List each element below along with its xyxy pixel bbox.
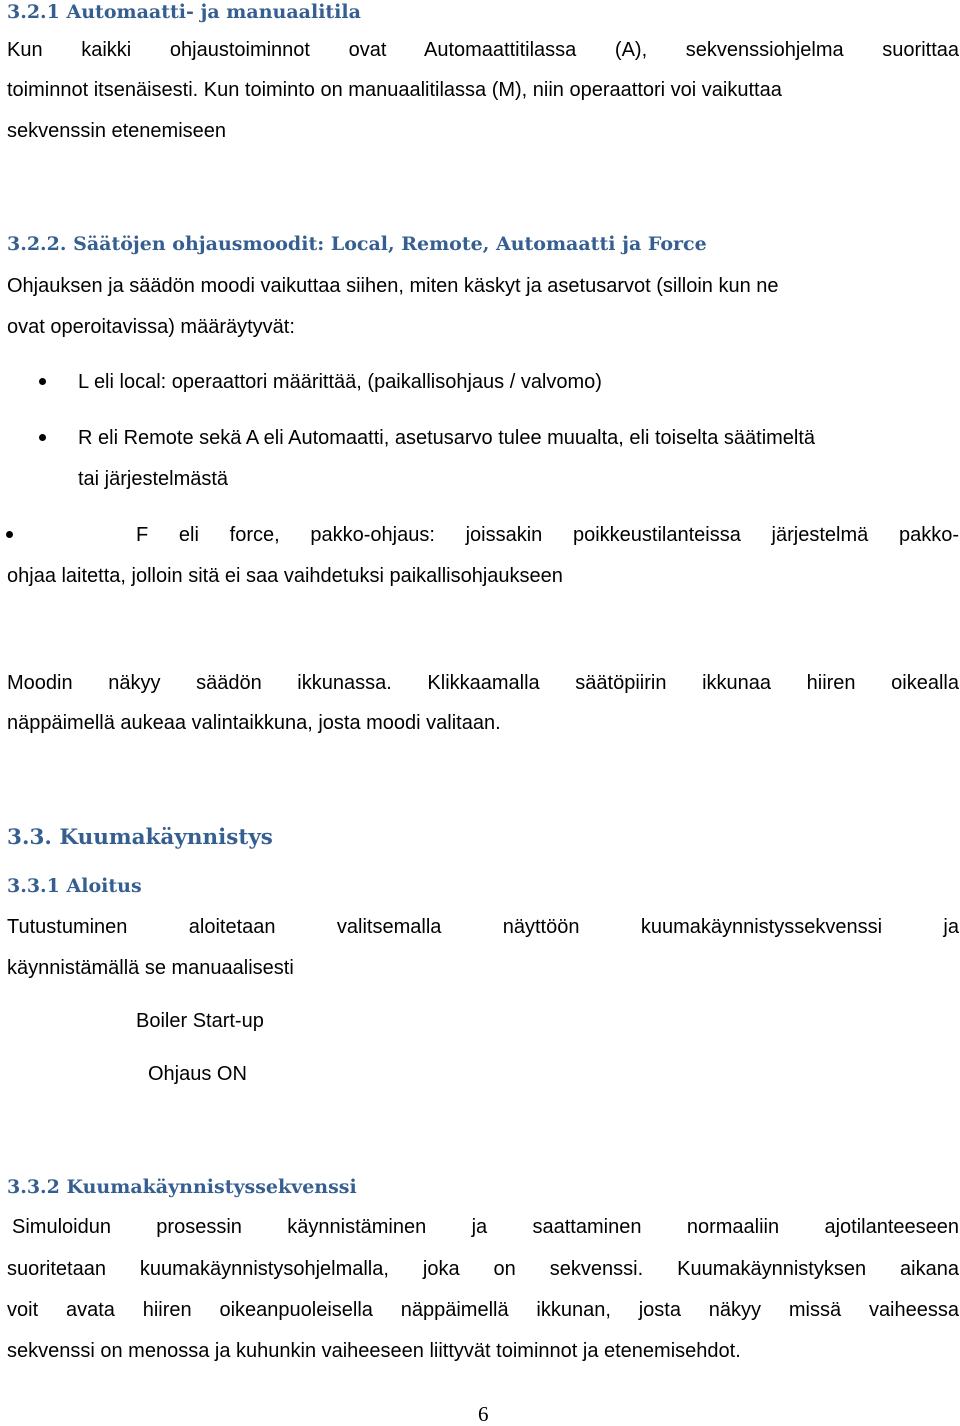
paragraph-line: suoritetaan kuumakäynnistysohjelmalla, joka on sekvenssi. Kuumakäynnistyksen aikana xyxy=(7,1258,959,1280)
section-heading-3-3: 3.3. Kuumakäynnistys xyxy=(7,825,273,850)
paragraph-line: sekvenssi on menossa ja kuhunkin vaiheeseen liittyvät toiminnot ja etenemisehdot. xyxy=(7,1340,741,1362)
section-heading-3-3-1: 3.3.1 Aloitus xyxy=(7,875,142,897)
list-item: L eli local: operaattori määrittää, (paikallisohjaus / valvomo) xyxy=(78,371,602,393)
list-item-continuation: ohjaa laitetta, jolloin sitä ei saa vaihdetuksi paikallisohjaukseen xyxy=(7,565,563,587)
section-heading-3-2-2: 3.2.2. Säätöjen ohjausmoodit: Local, Remote, Automaatti ja Force xyxy=(7,233,707,255)
paragraph-line: toiminnot itsenäisesti. Kun toiminto on manuaalitilassa (M), niin operaattori voi vaikuttaa xyxy=(7,79,782,101)
paragraph-line: Moodin näkyy säädön ikkunassa. Klikkaamalla säätöpiirin ikkunaa hiiren oikealla xyxy=(7,672,959,694)
list-item: R eli Remote sekä A eli Automaatti, asetusarvo tulee muualta, eli toiselta säätimeltä xyxy=(78,427,816,449)
paragraph-line: Tutustuminen aloitetaan valitsemalla näyttöön kuumakäynnistyssekvenssi ja xyxy=(7,916,959,938)
paragraph-line: sekvenssin etenemiseen xyxy=(7,120,227,142)
list-item: F eli force, pakko-ohjaus: joissakin poikkeustilanteissa järjestelmä pakko- xyxy=(136,524,959,546)
paragraph-line: ovat operoitavissa) määräytyvät: xyxy=(7,316,295,338)
step-label: Boiler Start-up xyxy=(136,1010,264,1032)
section-heading-3-3-2: 3.3.2 Kuumakäynnistyssekvenssi xyxy=(7,1176,357,1198)
step-label: Ohjaus ON xyxy=(148,1063,247,1085)
bullet-icon xyxy=(39,434,46,441)
paragraph-line: käynnistämällä se manuaalisesti xyxy=(7,957,294,979)
paragraph-line: voit avata hiiren oikeanpuoleisella näppäimellä ikkunan, josta näkyy missä vaiheessa xyxy=(7,1299,959,1321)
list-item-continuation: tai järjestelmästä xyxy=(78,468,229,490)
section-heading-3-2-1: 3.2.1 Automaatti- ja manuaalitila xyxy=(7,1,361,23)
paragraph-line: Simuloidun prosessin käynnistäminen ja saattaminen normaaliin ajotilanteeseen xyxy=(12,1216,959,1238)
paragraph-line: Kun kaikki ohjaustoiminnot ovat Automaattitilassa (A), sekvenssiohjelma suorittaa xyxy=(7,39,959,61)
bullet-icon xyxy=(6,531,13,538)
page-number: 6 xyxy=(478,1402,489,1426)
bullet-icon xyxy=(39,378,46,385)
paragraph-line: Ohjauksen ja säädön moodi vaikuttaa siihen, miten käskyt ja asetusarvot (silloin kun ne xyxy=(7,275,779,297)
paragraph-line: näppäimellä aukeaa valintaikkuna, josta moodi valitaan. xyxy=(7,712,501,734)
